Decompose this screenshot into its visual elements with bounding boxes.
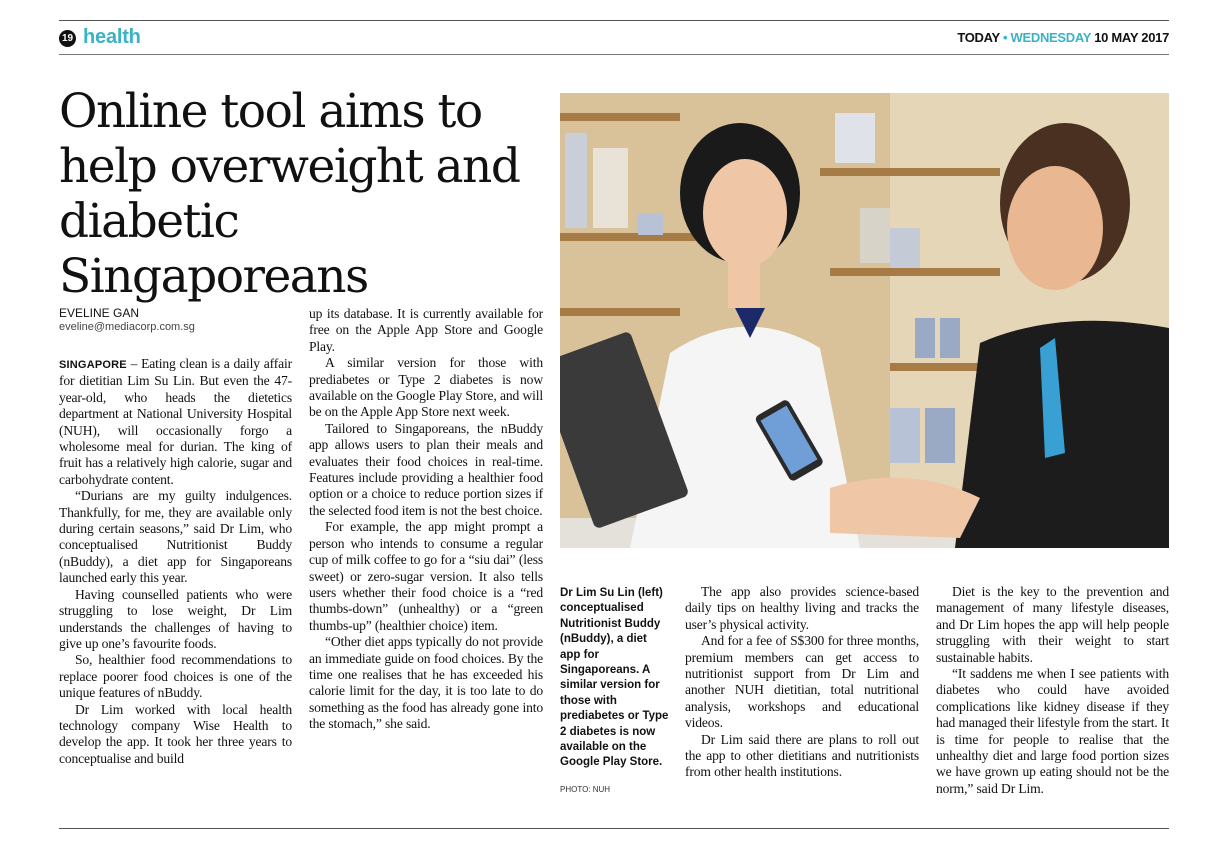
page-number: 19 — [59, 30, 76, 47]
article-paragraph: So, healthier food recommendations to replace poorer food choices is one of the unique features of nBuddy. — [59, 652, 292, 701]
article-photo — [560, 93, 1169, 548]
article-paragraph: Diet is the key to the prevention and management of many lifestyle diseases, and Dr Lim hopes the app will help people struggling with their weight to start sustainable habits. — [936, 584, 1169, 665]
byline-author: EVELINE GAN — [59, 306, 140, 320]
article-paragraph: Having counselled patients who were struggling to lose weight, Dr Lim understands the challenges of having to give up one’s favourite foods. — [59, 586, 292, 651]
header-rule — [59, 54, 1169, 55]
bottom-rule — [59, 828, 1169, 829]
article-paragraph: The app also provides science-based daily tips on healthy living and tracks the user’s physical activity. — [685, 584, 919, 632]
article-paragraph: Dr Lim worked with local health technology company Wise Health to develop the app. It took her three years to conceptualise and build — [59, 701, 292, 766]
article-dateline: SINGAPORE — [59, 359, 127, 371]
article-paragraph: And for a fee of S$300 for three months, premium members can get access to nutritionist support from Dr Lim and another NUH dietitian, total nutritional analysis, workshops and educational videos. — [685, 633, 919, 731]
article-paragraph: up its database. It is currently available for free on the Apple App Store and Google Play. — [309, 306, 543, 354]
article-column-3 — [685, 584, 919, 781]
article-paragraph: “Other diet apps typically do not provide an immediate guide on food choices. By the time one realises that he has exceeded his calorie limit for the day, it is too late to do something as the food has already gone into the stomach,” she said. — [309, 634, 543, 732]
article-column-2 — [309, 306, 543, 733]
issue-date: 10 MAY 2017 — [1094, 30, 1169, 45]
article-paragraph: SINGAPORE – Eating clean is a daily affair for dietitian Lim Su Lin. But even the 47-year-old, who heads the dietetics department at National University Hospital (NUH), will occasionally forgo a wholesome meal for durian. The king of fruit has a relatively high calorie, sugar and carbohydrate content. — [59, 356, 292, 487]
article-paragraph: Dr Lim said there are plans to roll out the app to other dietitians and nutritionists from other health institutions. — [685, 731, 919, 780]
byline — [59, 306, 195, 334]
article-paragraph: Tailored to Singaporeans, the nBuddy app allows users to plan their meals and evaluates their food choices in real-time. Features include providing a healthier food option or a choice to reduce portion sizes if the selected food item is not the best choice. — [309, 420, 543, 518]
byline-email[interactable]: eveline@mediacorp.com.sg — [59, 321, 195, 333]
article-paragraph: “Durians are my guilty indulgences. Thankfully, for me, they are available only during certain seasons,” said Dr Lim, who conceptualised Nutritionist Buddy (nBuddy), a diet app for Singaporeans launched early this year. — [59, 488, 292, 586]
article-column-4 — [936, 584, 1169, 797]
article-column-1 — [59, 356, 292, 767]
photo-illustration — [560, 93, 1169, 548]
publication-name: TODAY — [957, 30, 1000, 45]
article-headline: Online tool aims to help overweight and diabetic Singaporeans — [59, 84, 520, 304]
issue-dateline — [957, 30, 1169, 45]
issue-day: WEDNESDAY — [1010, 30, 1091, 45]
separator: • — [999, 30, 1011, 45]
article-paragraph: For example, the app might prompt a person who intends to consume a regular cup of milk coffee to go for a “siu dai” (less sweet) or zero-sugar version. It also tells users whether their food choice is a “red thumbs-down” (unhealthy) or a “green thumbs-up” (healthier choice) item. — [309, 519, 543, 633]
article-paragraph: A similar version for those with prediabetes or Type 2 diabetes is now available on the Google Play Store, and will be on the Apple App Store next week. — [309, 355, 543, 420]
section-label[interactable]: health — [83, 26, 141, 48]
article-paragraph: “It saddens me when I see patients with diabetes who could have avoided complications like kidney disease if they had managed their lifestyle from the start. It is time for people to realise that the unhealthy diet and large food portion sizes we have grown up eating should not be the norm,” said Dr Lim. — [936, 666, 1169, 796]
photo-caption: Dr Lim Su Lin (left) conceptualised Nutritionist Buddy (nBuddy), a diet app for Singaporeans. A similar version for those with prediabetes or Type 2 diabetes is now available on the Google Play Store. — [560, 587, 669, 769]
top-rule — [59, 20, 1169, 21]
photo-credit: PHOTO: NUH — [560, 785, 611, 794]
